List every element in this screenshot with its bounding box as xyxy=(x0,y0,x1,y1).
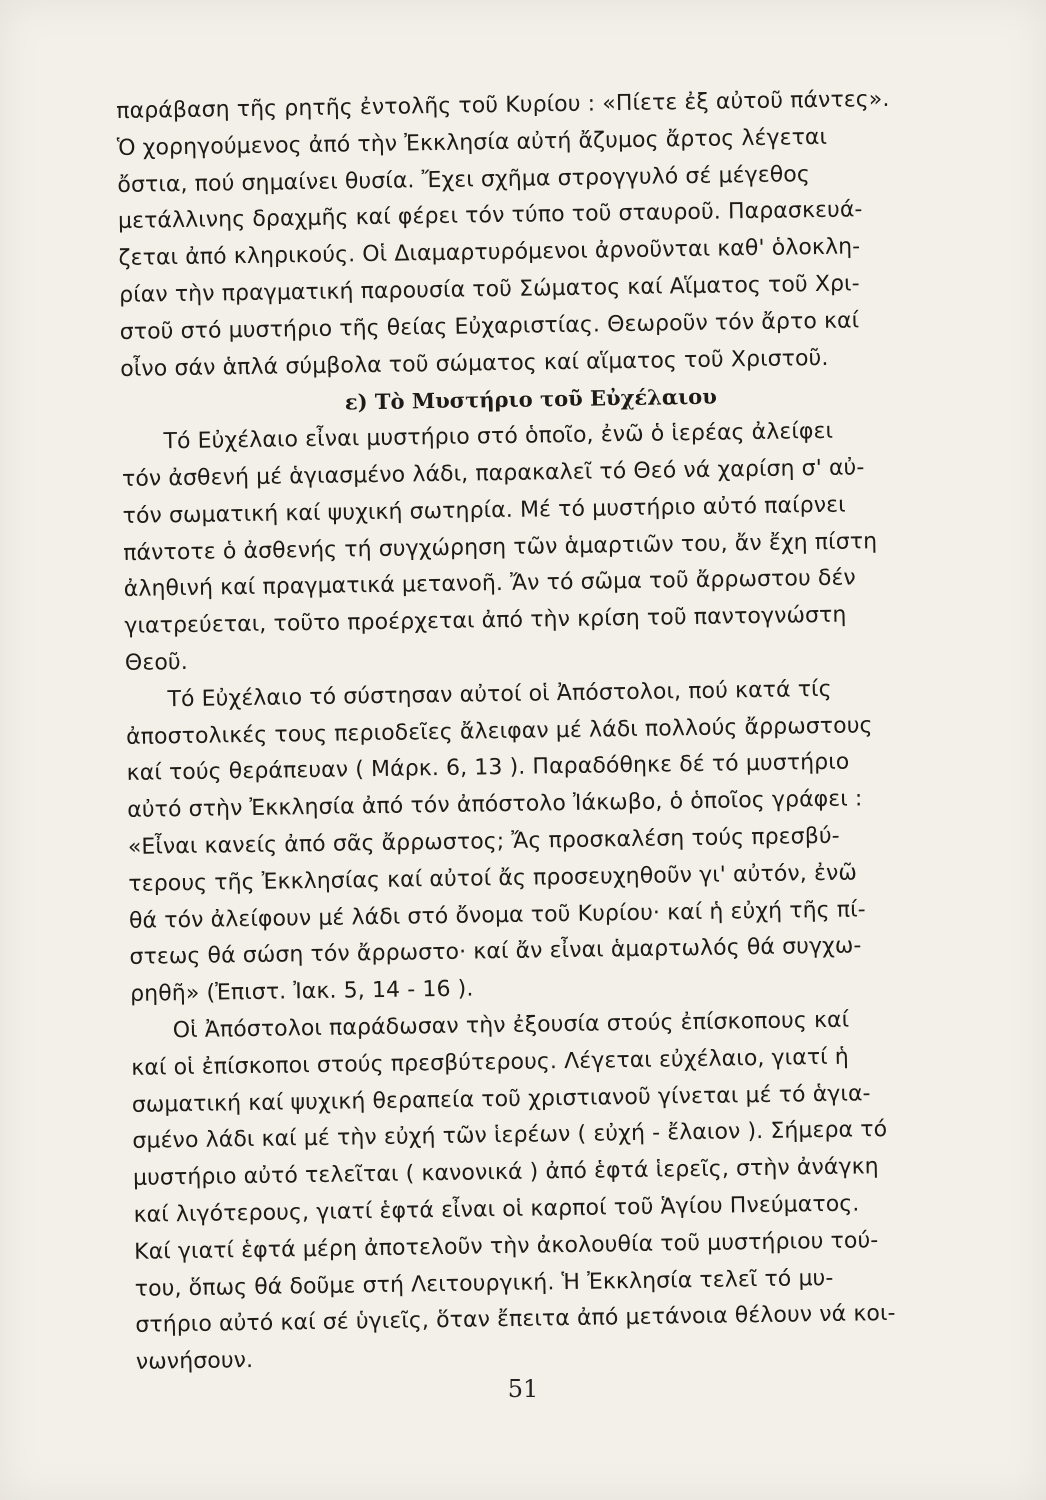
paragraph-authority-and-name xyxy=(130,1001,956,1382)
text-line: Καί γιατί ἑφτά μέρη ἀποτελοῦν τὴν ἀκολουθία τοῦ μυστήριου τού- xyxy=(133,1227,879,1265)
text-line: γιατρεύεται, τοῦτο προέρχεται ἀπό τὴν κρίση τοῦ παντογνώστη xyxy=(124,602,847,640)
text-line: Ὁ χορηγούμενος ἀπό τὴν Ἐκκλησία αὐτή ἄζυμος ἄρτος λέγεται xyxy=(116,124,828,161)
text-line: σμένο λάδι καί μέ τὴν εὐχή τῶν ἱερέων ( εὐχή - ἔλαιον ). Σήμερα τό xyxy=(132,1117,888,1155)
page-number: 51 xyxy=(507,1375,539,1403)
text-line: παράβαση τῆς ρητῆς ἐντολῆς τοῦ Κυρίου : «Πίετε ἐξ αὐτοῦ πάντες». xyxy=(116,86,890,124)
text-line: ρηθῆ» (Ἐπιστ. Ἰακ. 5, 14 - 16 ). xyxy=(129,976,474,1008)
text-line: θά τόν ἀλείφουν μέ λάδι στό ὄνομα τοῦ Κυρίου· καί ἡ εὐχή τῆς πί- xyxy=(128,896,866,934)
text-line: του, ὅπως θά δοῦμε στή Λειτουργική. Ἡ Ἐκκλησία τελεῖ τό μυ- xyxy=(134,1265,834,1302)
text-line: τερους τῆς Ἐκκλησίας καί αὐτοί ἄς προσευχηθοῦν γι' αὐτόν, ἐνῶ xyxy=(128,860,858,897)
text-line: οἶνο σάν ἁπλά σύμβολα τοῦ σώματος καί αἵματος τοῦ Χριστοῦ. xyxy=(120,345,829,382)
text-line: καί οἱ ἐπίσκοποι στούς πρεσβύτερους. Λέγεται εὐχέλαιο, γιατί ἡ xyxy=(131,1044,850,1081)
text-line: στοῦ στό μυστήριο τῆς θείας Εὐχαριστίας. Θεωροῦν τόν ἄρτο καί xyxy=(119,308,860,345)
text-line: Τό Εὐχέλαιο εἶναι μυστήριο στό ὁποῖο, ἐνῶ ὁ ἱερέας ἀλείφει xyxy=(163,418,834,455)
text-line: μυστήριο αὐτό τελεῖται ( κανονικά ) ἀπό ἑφτά ἱερεῖς, στὴν ἀνάγκη xyxy=(132,1154,879,1191)
text-block xyxy=(116,81,956,1382)
text-line: πάντοτε ὁ ἀσθενής τή συγχώρηση τῶν ἁμαρτιῶν του, ἄν ἔχη πίστη xyxy=(123,528,878,566)
text-line: ἀληθινή καί πραγματικά μετανοῆ. Ἄν τό σῶμα τοῦ ἄρρωστου δέν xyxy=(123,565,857,603)
text-line: Οἱ Ἀπόστολοι παράδωσαν τὴν ἐξουσία στούς ἐπίσκοπους καί xyxy=(172,1007,850,1044)
text-line: Θεοῦ. xyxy=(124,649,189,676)
text-line: «Εἶναι κανείς ἀπό σᾶς ἄρρωστος; Ἄς προσκαλέση τούς πρεσβύ- xyxy=(127,823,840,860)
text-line: σωματική καί ψυχική θεραπεία τοῦ χριστιανοῦ γίνεται μέ τό ἁγια- xyxy=(131,1080,871,1118)
paragraph-euchelaio-definition xyxy=(121,412,945,682)
text-line: τόν ἀσθενή μέ ἁγιασμένο λάδι, παρακαλεῖ τό Θεό νά χαρίση σ' αὐ- xyxy=(121,455,865,492)
text-line: ρίαν τὴν πραγματική παρουσία τοῦ Σώματος καί Αἵματος τοῦ Χρι- xyxy=(118,271,860,308)
text-line: αὐτό στὴν Ἐκκλησία ἀπό τόν ἀπόστολο Ἰάκωβο, ὁ ὁποῖος γράφει : xyxy=(127,786,863,824)
text-line: καί τούς θεράπευαν ( Μάρκ. 6, 13 ). Παραδόθηκε δέ τό μυστήριο xyxy=(126,749,850,787)
text-line: νωνήσουν. xyxy=(135,1348,254,1375)
text-line: στήριο αὐτό καί σέ ὑγιεῖς, ὅταν ἔπειτα ἀπό μετάνοια θέλουν νά κοι- xyxy=(135,1301,896,1339)
text-line: ζεται ἀπό κληρικούς. Οἱ Διαμαρτυρόμενοι ἀρνοῦνται καθ' ὁλοκλη- xyxy=(118,234,861,272)
paragraph-apostles-origin xyxy=(125,670,950,1014)
section-heading: ε) Τὸ Μυστήριο τοῦ Εὐχέλαιου xyxy=(344,383,717,415)
text-line: Τό Εὐχέλαιο τό σύστησαν αὐτοί οἱ Ἀπόστολοι, πού κατά τίς xyxy=(167,676,832,713)
text-line: καί λιγότερους, γιατί ἑφτά εἶναι οἱ καρποί τοῦ Ἁγίου Πνεύματος. xyxy=(133,1191,860,1228)
text-line: ὄστια, πού σημαίνει θυσία. Ἔχει σχῆμα στρογγυλό σέ μέγεθος xyxy=(117,161,811,198)
text-line: μετάλλινης δραχμῆς καί φέρει τόν τύπο τοῦ σταυροῦ. Παρασκευά- xyxy=(117,197,863,235)
text-line: τόν σωματική καί ψυχική σωτηρία. Μέ τό μυστήριο αὐτό παίρνει xyxy=(122,492,846,529)
text-line: ἀποστολικές τους περιοδεῖες ἄλειφαν μέ λάδι πολλούς ἄρρωστους xyxy=(125,712,873,750)
paragraph-eucharist-continuation xyxy=(116,81,941,388)
text-line: στεως θά σώση τόν ἄρρωστο· καί ἄν εἶναι ἁμαρτωλός θά συγχω- xyxy=(129,933,862,971)
